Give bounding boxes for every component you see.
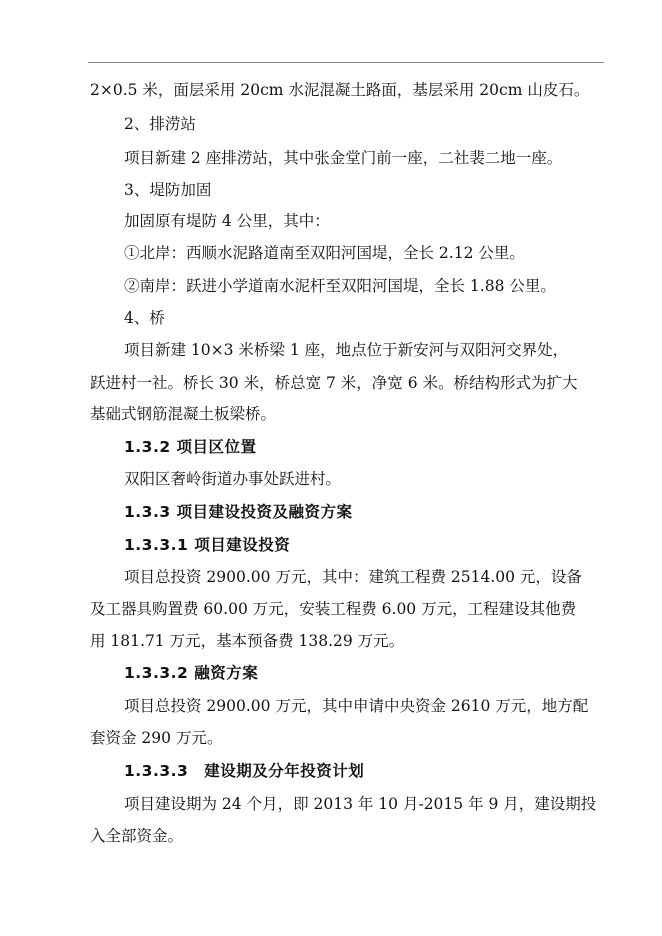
list-item: ②南岸：跃进小学道南水泥杆至双阳河国堤，全长 1.88 公里。 — [124, 277, 556, 295]
paragraph-line: 项目新建 2 座排涝站，其中张金堂门前一座，二社裴二地一座。 — [124, 149, 563, 167]
section-heading: 1.3.3.1 项目建设投资 — [124, 536, 291, 554]
paragraph-line: 基础式钢筋混凝土板梁桥。 — [90, 405, 277, 423]
section-heading: 1.3.2 项目区位置 — [124, 438, 257, 456]
subsection-title: 2、排涝站 — [124, 115, 196, 133]
section-heading: 1.3.3.2 融资方案 — [124, 664, 259, 682]
paragraph-line: 项目总投资 2900.00 万元，其中申请中央资金 2610 万元，地方配 — [124, 697, 589, 715]
paragraph-line: 双阳区奢岭街道办事处跃进村。 — [124, 470, 342, 488]
paragraph-line: 项目新建 10×3 米桥梁 1 座，地点位于新安河与双阳河交界处， — [124, 341, 569, 359]
paragraph-line: 跃进村一社。桥长 30 米，桥总宽 7 米，净宽 6 米。桥结构形式为扩大 — [90, 374, 578, 392]
section-heading: 1.3.3.3 建设期及分年投资计划 — [124, 762, 365, 780]
header-rule — [88, 62, 604, 63]
subsection-title: 3、堤防加固 — [124, 181, 212, 199]
list-item: ①北岸：西顺水泥路道南至双阳河国堤，全长 2.12 公里。 — [124, 244, 525, 262]
section-heading: 1.3.3 项目建设投资及融资方案 — [124, 503, 353, 521]
subsection-title: 4、桥 — [124, 309, 165, 327]
paragraph-line: 用 181.71 万元，基本预备费 138.29 万元。 — [90, 632, 405, 650]
paragraph-line: 套资金 290 万元。 — [90, 729, 223, 747]
paragraph-line: 项目建设期为 24 个月，即 2013 年 10 月-2015 年 9 月，建设期投 — [124, 795, 597, 813]
paragraph-line: 项目总投资 2900.00 万元，其中：建筑工程费 2514.00 元，设备 — [124, 568, 582, 586]
paragraph-line: 入全部资金。 — [90, 827, 184, 845]
paragraph-line: 加固原有堤防 4 公里，其中： — [124, 212, 330, 230]
paragraph-line: 及工器具购置费 60.00 万元，安装工程费 6.00 万元，工程建设其他费 — [90, 600, 577, 618]
paragraph-line: 2×0.5 米，面层采用 20cm 水泥混凝土路面，基层采用 20cm 山皮石。 — [90, 81, 590, 99]
